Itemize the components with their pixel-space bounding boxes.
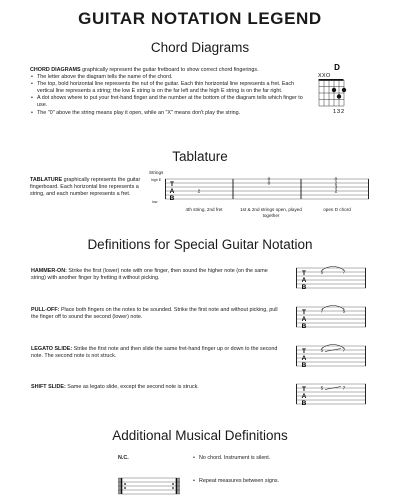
tab-letter-t: T: [302, 386, 306, 393]
low-e-label: low: [152, 200, 158, 204]
definition-text: Strike the first (lower) note with one finger, then sound the higher note (on the same string) with another finger by fretting it without picking.: [31, 268, 268, 282]
tab-note: 2: [197, 189, 201, 195]
chord-bullet: • The "0" above the string means play it open, while an "X" means don't play the string.: [30, 110, 305, 117]
tab-note: 2: [334, 189, 338, 195]
tab-letter-b: B: [169, 195, 175, 202]
repeat-staff: [118, 474, 180, 500]
tab-note: 0: [334, 177, 338, 183]
definition-term: LEGATO SLIDE:: [31, 346, 73, 352]
chord-bullet: • The letter above the diagram tells the name of the chord.: [30, 74, 305, 81]
tab-letter-a: A: [301, 393, 307, 400]
chord-bullet: • The top, bold horizontal line represents the nut of the guitar. Each thin horizontal line represents a fret. Each vertical line represents a string; the low E string is on the far left and the high E string is on the far right.: [30, 81, 305, 95]
repeat-definition: [192, 478, 279, 485]
definition-pull-off: [31, 307, 283, 321]
high-e-label: high E: [151, 178, 162, 182]
tab-note: 2: [334, 181, 338, 187]
definition-text: Place both fingers on the notes to be sounded. Strike the first note and without picking, pull the finger off to sound the second (lower) note.: [31, 307, 278, 321]
definition-hammer-on: [31, 268, 283, 282]
nc-label: N.C.: [118, 455, 129, 461]
tab-note: 5: [320, 348, 324, 354]
tab-note: 5: [320, 270, 324, 276]
tablature-intro-bold: TABLATURE: [30, 177, 63, 183]
tab-letter-t: T: [302, 348, 306, 355]
tab-letter-t: T: [302, 270, 306, 277]
chord-name: D: [334, 63, 340, 72]
tab-note: 3: [334, 185, 338, 191]
tablature-text: [30, 177, 142, 198]
tab-letter-a: A: [301, 355, 307, 362]
chord-diagrams-intro: [30, 67, 305, 74]
tab-note: 7: [342, 270, 346, 276]
definition-text: Strike the first note and then slide the same fret-hand finger up or down to the second note. The second note is not struck.: [31, 346, 278, 360]
definition-legato-slide: [31, 346, 283, 360]
tab-letter-a: A: [301, 277, 307, 284]
tab-note: 5: [320, 386, 324, 392]
tab-letter-a: A: [301, 316, 307, 323]
repeat-definition-text: • Repeat measures between signs.: [192, 478, 279, 485]
tablature-staff: [165, 176, 370, 206]
tab-caption: open D chord: [323, 207, 351, 212]
tab-letter-b: B: [301, 323, 307, 330]
tab-note: 7: [342, 348, 346, 354]
chord-diagrams-heading: Chord Diagrams: [150, 40, 250, 55]
nc-definition-text: • No chord. Instrument is silent.: [192, 455, 270, 462]
tab-note: 0: [267, 181, 271, 187]
tab-letter-t: T: [170, 181, 174, 188]
tab-note: 5: [342, 309, 346, 315]
chord-diagram-d: [318, 62, 348, 114]
tab-caption: 4th string, 2nd fret: [185, 207, 223, 212]
chord-diagrams-intro-bold: CHORD DIAGRAMS: [30, 67, 81, 73]
definition-text: Same as legato slide, except the second note is struck.: [65, 384, 199, 390]
page-title: GUITAR NOTATION LEGEND: [78, 9, 322, 28]
additional-definitions-heading: Additional Musical Definitions: [112, 428, 288, 443]
tab-note: 0: [267, 177, 271, 183]
nc-definition: [192, 455, 270, 462]
legato-slide-staff: [296, 338, 368, 372]
string-markers: XXO: [318, 73, 331, 79]
definition-term: HAMMER-ON:: [31, 268, 67, 274]
tablature-heading: Tablature: [172, 149, 228, 164]
special-notation-heading: Definitions for Special Guitar Notation: [87, 237, 313, 252]
hammer-on-staff: [296, 260, 368, 294]
tab-letter-b: B: [301, 400, 307, 407]
tab-caption: 1st & 2nd strings open, played together: [240, 207, 302, 218]
chord-diagrams-intro-rest: graphically represent the guitar fretboard to show correct chord fingerings.: [80, 67, 259, 73]
strings-label: Strings: [149, 170, 164, 175]
definition-shift-slide: [31, 384, 283, 391]
tab-letter-a: A: [169, 188, 175, 195]
definition-term: SHIFT SLIDE:: [31, 384, 66, 390]
chord-diagrams-text: [30, 67, 305, 117]
tab-letter-t: T: [302, 309, 306, 316]
tablature-intro-rest: graphically represents the guitar fingerboard. Each horizontal line represents a string, and each number represents a fret.: [30, 177, 141, 198]
shift-slide-staff: [296, 376, 368, 410]
chord-bullet: • A dot shows where to put your fret-hand finger and the number at the bottom of the diagram tells which finger to use.: [30, 95, 305, 109]
tab-letter-b: B: [301, 284, 307, 291]
finger-numbers: 132: [333, 109, 346, 115]
pull-off-staff: [296, 299, 368, 333]
definition-term: PULL-OFF:: [31, 307, 60, 313]
tab-note: 7: [320, 309, 324, 315]
tab-letter-b: B: [301, 362, 307, 369]
tab-note: 7: [342, 386, 346, 392]
